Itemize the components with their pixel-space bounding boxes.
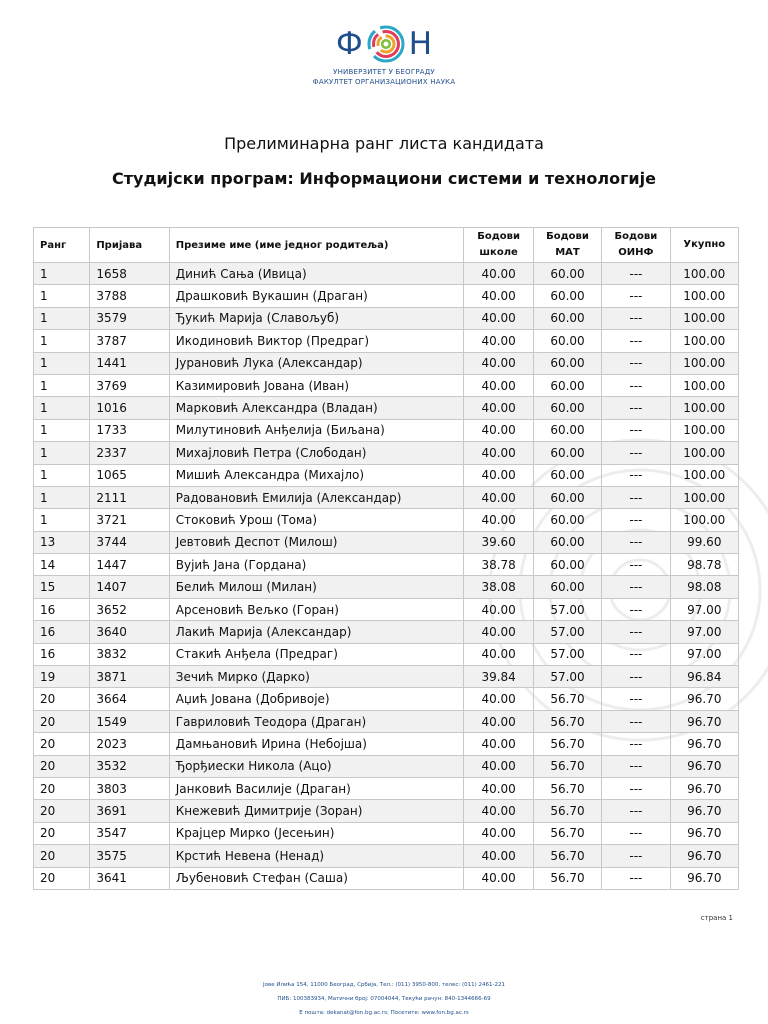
logo-mark: [0, 22, 768, 66]
cell-rank: 1: [34, 509, 90, 531]
table-row: [34, 845, 739, 867]
cell-school-points: 40.00: [464, 598, 533, 620]
cell-application: 3532: [90, 755, 169, 777]
cell-rank: 1: [34, 330, 90, 352]
cell-rank: 1: [34, 307, 90, 329]
cell-application: 3832: [90, 643, 169, 665]
cell-application: 3803: [90, 777, 169, 799]
cell-mat-points: 60.00: [533, 263, 601, 285]
table-row: [34, 554, 739, 576]
cell-total: 99.60: [670, 531, 738, 553]
cell-oinf-points: ---: [602, 307, 670, 329]
page-number: страна 1: [700, 914, 733, 922]
cell-name: Ђорђиески Никола (Ацо): [169, 755, 464, 777]
faculty-logo: [0, 22, 768, 86]
cell-rank: 20: [34, 845, 90, 867]
cell-total: 96.70: [670, 755, 738, 777]
cell-mat-points: 60.00: [533, 576, 601, 598]
table-row: [34, 733, 739, 755]
cell-mat-points: 56.70: [533, 733, 601, 755]
cell-total: 100.00: [670, 397, 738, 419]
cell-rank: 1: [34, 352, 90, 374]
cell-name: Радовановић Емилија (Александар): [169, 486, 464, 508]
cell-mat-points: 57.00: [533, 643, 601, 665]
cell-application: 3575: [90, 845, 169, 867]
cell-mat-points: 60.00: [533, 352, 601, 374]
cell-name: Стоковић Урош (Тома): [169, 509, 464, 531]
cell-application: 3787: [90, 330, 169, 352]
cell-name: Стакић Анђела (Предраг): [169, 643, 464, 665]
table-row: [34, 442, 739, 464]
table-row: [34, 867, 739, 889]
cell-rank: 1: [34, 374, 90, 396]
cell-total: 96.70: [670, 800, 738, 822]
table-row: [34, 576, 739, 598]
cell-mat-points: 60.00: [533, 374, 601, 396]
cell-application: 1441: [90, 352, 169, 374]
cell-name: Љубеновић Стефан (Саша): [169, 867, 464, 889]
table-row: [34, 464, 739, 486]
cell-school-points: 40.00: [464, 688, 533, 710]
table-row: [34, 598, 739, 620]
cell-application: 3579: [90, 307, 169, 329]
cell-rank: 19: [34, 666, 90, 688]
cell-school-points: 40.00: [464, 486, 533, 508]
cell-total: 100.00: [670, 285, 738, 307]
cell-total: 100.00: [670, 464, 738, 486]
table-row: [34, 643, 739, 665]
cell-application: 2023: [90, 733, 169, 755]
cell-application: 3640: [90, 621, 169, 643]
cell-name: Јурановић Лука (Александар): [169, 352, 464, 374]
cell-oinf-points: ---: [602, 576, 670, 598]
cell-oinf-points: ---: [602, 621, 670, 643]
cell-rank: 20: [34, 800, 90, 822]
table-row: [34, 374, 739, 396]
table-row: [34, 307, 739, 329]
cell-oinf-points: ---: [602, 643, 670, 665]
cell-school-points: 40.00: [464, 800, 533, 822]
header-oinf-line2: ОИНФ: [618, 247, 654, 258]
header-school-line2: школе: [479, 247, 518, 258]
cell-mat-points: 60.00: [533, 464, 601, 486]
cell-application: 2111: [90, 486, 169, 508]
logo-university-text: УНИВЕРЗИТЕТ У БЕОГРАДУ: [333, 68, 435, 76]
cell-total: 100.00: [670, 486, 738, 508]
cell-school-points: 40.00: [464, 442, 533, 464]
cell-oinf-points: ---: [602, 688, 670, 710]
study-program-title: Студијски програм: Информациони системи и технологије: [112, 169, 656, 188]
cell-name: Мишић Александра (Михајло): [169, 464, 464, 486]
footer-address: Јове Илића 154, 11000 Београд, Србија, Тел.: (011) 3950-800, телес: (011) 2461-221: [262, 982, 506, 988]
table-row: [34, 263, 739, 285]
cell-mat-points: 60.00: [533, 419, 601, 441]
cell-school-points: 38.08: [464, 576, 533, 598]
logo-circles-icon: [365, 23, 407, 65]
table-row: [34, 800, 739, 822]
cell-oinf-points: ---: [602, 419, 670, 441]
table-row: [34, 419, 739, 441]
cell-mat-points: 60.00: [533, 554, 601, 576]
cell-school-points: 40.00: [464, 621, 533, 643]
cell-rank: 16: [34, 598, 90, 620]
cell-application: 3547: [90, 822, 169, 844]
cell-mat-points: 56.70: [533, 822, 601, 844]
cell-rank: 20: [34, 710, 90, 732]
cell-total: 96.70: [670, 710, 738, 732]
cell-name: Кнежевић Димитрије (Зоран): [169, 800, 464, 822]
cell-mat-points: 57.00: [533, 598, 601, 620]
cell-application: 1733: [90, 419, 169, 441]
cell-school-points: 40.00: [464, 643, 533, 665]
cell-oinf-points: ---: [602, 509, 670, 531]
table-row: [34, 486, 739, 508]
cell-name: Икодиновић Виктор (Предраг): [169, 330, 464, 352]
table-row: [34, 531, 739, 553]
cell-mat-points: 56.70: [533, 867, 601, 889]
cell-school-points: 40.00: [464, 374, 533, 396]
cell-mat-points: 56.70: [533, 688, 601, 710]
cell-rank: 1: [34, 486, 90, 508]
cell-school-points: 40.00: [464, 733, 533, 755]
cell-application: 3641: [90, 867, 169, 889]
cell-oinf-points: ---: [602, 733, 670, 755]
cell-school-points: 40.00: [464, 755, 533, 777]
header-mat-line1: Бодови: [546, 231, 589, 242]
cell-oinf-points: ---: [602, 822, 670, 844]
cell-application: 2337: [90, 442, 169, 464]
header-total: Укупно: [670, 228, 738, 263]
cell-oinf-points: ---: [602, 352, 670, 374]
cell-rank: 16: [34, 643, 90, 665]
header-rank: Ранг: [34, 228, 90, 263]
cell-school-points: 39.84: [464, 666, 533, 688]
table-row: [34, 285, 739, 307]
cell-mat-points: 56.70: [533, 845, 601, 867]
cell-rank: 20: [34, 867, 90, 889]
header-mat-line2: МАТ: [555, 247, 580, 258]
cell-mat-points: 60.00: [533, 531, 601, 553]
cell-school-points: 40.00: [464, 307, 533, 329]
cell-mat-points: 60.00: [533, 397, 601, 419]
cell-oinf-points: ---: [602, 867, 670, 889]
cell-total: 96.70: [670, 777, 738, 799]
cell-mat-points: 60.00: [533, 285, 601, 307]
header-application: Пријава: [90, 228, 169, 263]
cell-school-points: 40.00: [464, 397, 533, 419]
header-school-points: [464, 228, 533, 263]
cell-rank: 20: [34, 755, 90, 777]
cell-application: 1065: [90, 464, 169, 486]
cell-name: Ђукић Марија (Славољуб): [169, 307, 464, 329]
cell-name: Јевтовић Деспот (Милош): [169, 531, 464, 553]
header-school-line1: Бодови: [477, 231, 520, 242]
cell-rank: 13: [34, 531, 90, 553]
cell-mat-points: 60.00: [533, 486, 601, 508]
cell-oinf-points: ---: [602, 777, 670, 799]
cell-application: 1658: [90, 263, 169, 285]
cell-rank: 1: [34, 263, 90, 285]
cell-name: Гавриловић Теодора (Драган): [169, 710, 464, 732]
header-oinf-points: [602, 228, 670, 263]
cell-name: Крајцер Мирко (Јесењин): [169, 822, 464, 844]
cell-total: 97.00: [670, 621, 738, 643]
cell-total: 100.00: [670, 352, 738, 374]
logo-letter-n: Н: [408, 26, 432, 62]
cell-school-points: 40.00: [464, 822, 533, 844]
cell-mat-points: 60.00: [533, 442, 601, 464]
cell-mat-points: 56.70: [533, 800, 601, 822]
cell-rank: 16: [34, 621, 90, 643]
cell-name: Белић Милош (Милан): [169, 576, 464, 598]
cell-mat-points: 60.00: [533, 307, 601, 329]
cell-name: Дамњановић Ирина (Небојша): [169, 733, 464, 755]
cell-oinf-points: ---: [602, 374, 670, 396]
cell-mat-points: 56.70: [533, 777, 601, 799]
cell-application: 1447: [90, 554, 169, 576]
cell-name: Марковић Александра (Владан): [169, 397, 464, 419]
cell-mat-points: 57.00: [533, 666, 601, 688]
cell-oinf-points: ---: [602, 285, 670, 307]
cell-oinf-points: ---: [602, 845, 670, 867]
cell-rank: 20: [34, 688, 90, 710]
header-name: Презиме име (име једног родитеља): [169, 228, 464, 263]
cell-total: 100.00: [670, 509, 738, 531]
cell-oinf-points: ---: [602, 666, 670, 688]
cell-application: 3652: [90, 598, 169, 620]
cell-total: 96.70: [670, 822, 738, 844]
cell-school-points: 40.00: [464, 330, 533, 352]
cell-total: 100.00: [670, 374, 738, 396]
table-row: [34, 755, 739, 777]
cell-application: 3744: [90, 531, 169, 553]
header-mat-points: [533, 228, 601, 263]
cell-application: 3664: [90, 688, 169, 710]
cell-name: Динић Сања (Ивица): [169, 263, 464, 285]
cell-name: Зечић Мирко (Дарко): [169, 666, 464, 688]
cell-application: 3721: [90, 509, 169, 531]
footer-contact: Е пошта: dekanat@fon.bg.ac.rs; Посетите: www.fon.bg.ac.rs: [299, 1010, 469, 1016]
cell-oinf-points: ---: [602, 486, 670, 508]
cell-school-points: 40.00: [464, 263, 533, 285]
table-row: [34, 621, 739, 643]
ranking-table-body: [34, 263, 739, 890]
cell-rank: 1: [34, 397, 90, 419]
cell-name: Драшковић Вукашин (Драган): [169, 285, 464, 307]
cell-total: 96.70: [670, 733, 738, 755]
cell-rank: 15: [34, 576, 90, 598]
table-row: [34, 509, 739, 531]
cell-oinf-points: ---: [602, 464, 670, 486]
cell-total: 97.00: [670, 643, 738, 665]
cell-oinf-points: ---: [602, 755, 670, 777]
cell-school-points: 40.00: [464, 710, 533, 732]
cell-oinf-points: ---: [602, 800, 670, 822]
table-row: [34, 666, 739, 688]
document-title: Прелиминарна ранг листа кандидата: [224, 134, 544, 153]
cell-total: 100.00: [670, 263, 738, 285]
cell-application: 3691: [90, 800, 169, 822]
cell-total: 96.70: [670, 688, 738, 710]
cell-application: 3871: [90, 666, 169, 688]
cell-mat-points: 60.00: [533, 509, 601, 531]
cell-mat-points: 57.00: [533, 621, 601, 643]
cell-rank: 1: [34, 285, 90, 307]
cell-rank: 14: [34, 554, 90, 576]
cell-oinf-points: ---: [602, 397, 670, 419]
cell-school-points: 40.00: [464, 867, 533, 889]
logo-faculty-text: ФАКУЛТЕТ ОРГАНИЗАЦИОНИХ НАУКА: [312, 78, 456, 86]
table-row: [34, 777, 739, 799]
cell-total: 98.08: [670, 576, 738, 598]
cell-rank: 20: [34, 822, 90, 844]
cell-oinf-points: ---: [602, 598, 670, 620]
cell-application: 1549: [90, 710, 169, 732]
cell-school-points: 40.00: [464, 845, 533, 867]
cell-name: Милутиновић Анђелија (Биљана): [169, 419, 464, 441]
cell-application: 1407: [90, 576, 169, 598]
ranking-table: [33, 227, 739, 890]
cell-oinf-points: ---: [602, 442, 670, 464]
cell-name: Лакић Марија (Александар): [169, 621, 464, 643]
cell-application: 1016: [90, 397, 169, 419]
cell-name: Казимировић Јована (Иван): [169, 374, 464, 396]
table-row: [34, 330, 739, 352]
cell-total: 100.00: [670, 330, 738, 352]
table-row: [34, 688, 739, 710]
cell-mat-points: 56.70: [533, 710, 601, 732]
cell-school-points: 40.00: [464, 777, 533, 799]
cell-name: Јанковић Василије (Драган): [169, 777, 464, 799]
cell-school-points: 40.00: [464, 285, 533, 307]
footer: [0, 978, 768, 1020]
cell-application: 3788: [90, 285, 169, 307]
cell-total: 97.00: [670, 598, 738, 620]
cell-application: 3769: [90, 374, 169, 396]
cell-name: Вујић Јана (Гордана): [169, 554, 464, 576]
cell-total: 100.00: [670, 307, 738, 329]
cell-school-points: 39.60: [464, 531, 533, 553]
cell-total: 96.70: [670, 867, 738, 889]
cell-school-points: 40.00: [464, 464, 533, 486]
table-row: [34, 710, 739, 732]
cell-name: Аџић Јована (Добривоје): [169, 688, 464, 710]
footer-tax-info: ПИБ: 100383934, Матични број: 07004044, Текући рачун: 840-1344666-69: [277, 996, 491, 1002]
cell-mat-points: 60.00: [533, 330, 601, 352]
logo-letter-f: Ф: [336, 26, 363, 62]
cell-mat-points: 56.70: [533, 755, 601, 777]
cell-name: Крстић Невена (Ненад): [169, 845, 464, 867]
cell-rank: 1: [34, 442, 90, 464]
cell-name: Михајловић Петра (Слободан): [169, 442, 464, 464]
cell-oinf-points: ---: [602, 531, 670, 553]
cell-oinf-points: ---: [602, 263, 670, 285]
cell-total: 96.70: [670, 845, 738, 867]
cell-school-points: 40.00: [464, 509, 533, 531]
cell-rank: 1: [34, 464, 90, 486]
cell-name: Арсеновић Вељко (Горан): [169, 598, 464, 620]
cell-rank: 1: [34, 419, 90, 441]
cell-rank: 20: [34, 733, 90, 755]
cell-school-points: 40.00: [464, 352, 533, 374]
cell-oinf-points: ---: [602, 710, 670, 732]
cell-school-points: 38.78: [464, 554, 533, 576]
cell-total: 100.00: [670, 419, 738, 441]
header-oinf-line1: Бодови: [614, 231, 658, 242]
cell-rank: 20: [34, 777, 90, 799]
cell-total: 100.00: [670, 442, 738, 464]
table-row: [34, 397, 739, 419]
cell-oinf-points: ---: [602, 554, 670, 576]
cell-oinf-points: ---: [602, 330, 670, 352]
cell-school-points: 40.00: [464, 419, 533, 441]
table-header-row: [34, 228, 739, 263]
cell-total: 96.84: [670, 666, 738, 688]
table-row: [34, 822, 739, 844]
cell-total: 98.78: [670, 554, 738, 576]
table-row: [34, 352, 739, 374]
